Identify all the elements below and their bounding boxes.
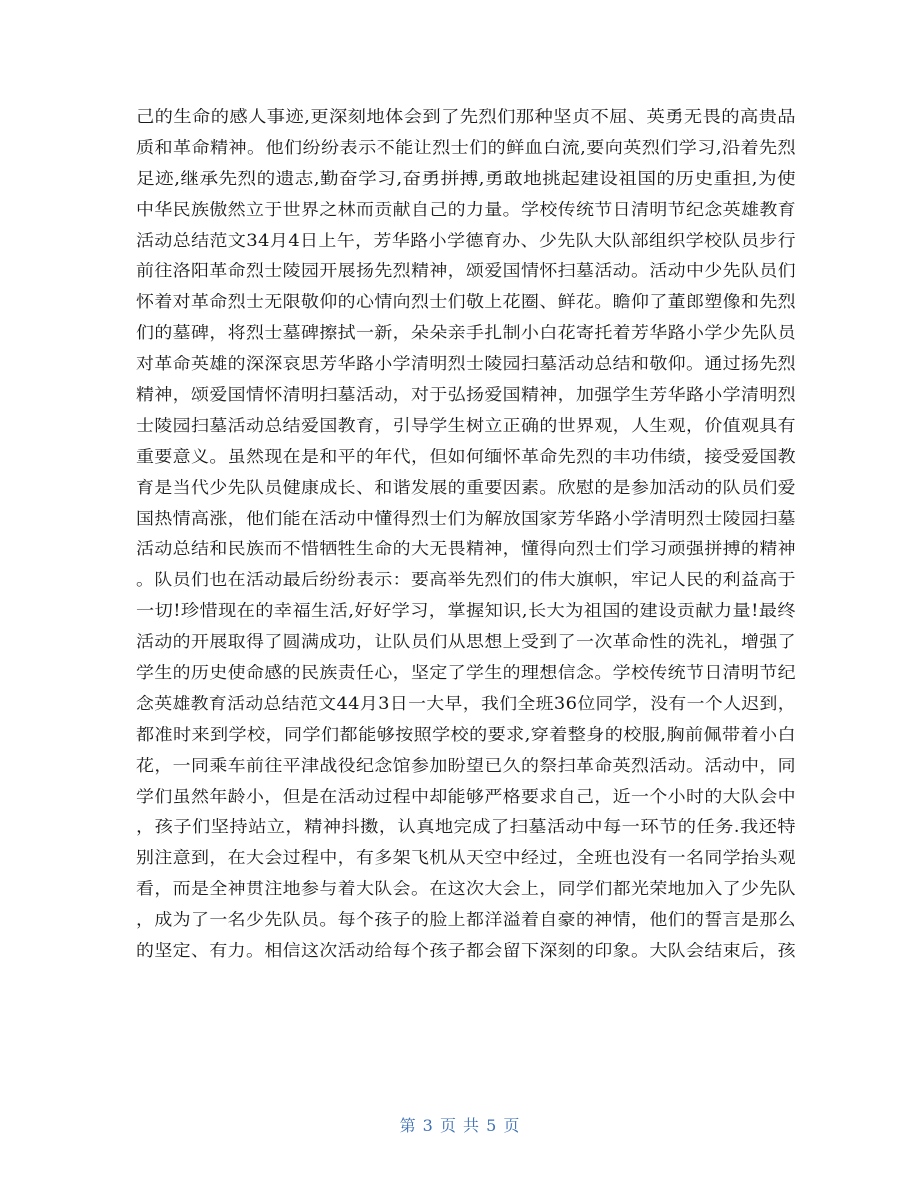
text-line: 学们虽然年龄小，但是在活动过程中却能够严格要求自己，近一个小时的大队会中: [136, 786, 796, 806]
text-line: 的坚定、有力。相信这次活动给每个孩子都会留下深刻的印象。大队会结束后，孩: [136, 941, 796, 961]
text-line: ，孩子们坚持站立，精神抖擞，认真地完成了扫墓活动中每一环节的任务.我还特: [136, 817, 796, 837]
page-footer: 第 3 页 共 5 页: [399, 1116, 521, 1135]
text-line: 学生的历史使命感的民族责任心，坚定了学生的理想信念。学校传统节日清明节纪: [136, 663, 796, 683]
text-line: 花，一同乘车前往平津战役纪念馆参加盼望已久的祭扫革命英烈活动。活动中，同: [136, 755, 796, 775]
text-line: 己的生命的感人事迹,更深刻地体会到了先烈们那种坚贞不屈、英勇无畏的高贵品: [136, 107, 796, 126]
text-line: 。队员们也在活动最后纷纷表示：要高举先烈们的伟大旗帜，牢记人民的利益高于: [136, 570, 796, 590]
text-line: 活动总结范文34月4日上午，芳华路小学德育办、少先队大队部组织学校队员步行: [136, 230, 796, 250]
text-line: 怀着对革命烈士无限敬仰的心情向烈士们敬上花圈、鲜花。瞻仰了董郎塑像和先烈: [136, 292, 796, 312]
text-line: 足迹,继承先烈的遗志,勤奋学习,奋勇拼搏,勇敢地挑起建设祖国的历史重担,为使: [136, 168, 796, 188]
text-line: 中华民族傲然立于世界之林而贡献自己的力量。学校传统节日清明节纪念英雄教育: [136, 199, 796, 219]
text-line: 前往洛阳革命烈士陵园开展扬先烈精神，颂爱国情怀扫墓活动。活动中少先队员们: [136, 261, 796, 281]
text-line: 重要意义。虽然现在是和平的年代，但如何缅怀革命先烈的丰功伟绩，接受爱国教: [136, 446, 796, 466]
text-line: ，成为了一名少先队员。每个孩子的脸上都洋溢着自豪的神情，他们的誓言是那么: [136, 910, 796, 930]
text-line: 别注意到，在大会过程中，有多架飞机从天空中经过，全班也没有一名同学抬头观: [136, 848, 796, 868]
text-line: 士陵园扫墓活动总结爱国教育，引导学生树立正确的世界观，人生观，价值观具有: [136, 415, 796, 435]
text-line: 都准时来到学校，同学们都能够按照学校的要求,穿着整身的校服,胸前佩带着小白: [136, 724, 796, 744]
body-text: [136, 102, 796, 967]
text-line: 看，而是全神贯注地参与着大队会。在这次大会上，同学们都光荣地加入了少先队: [136, 879, 796, 899]
text-line: 活动的开展取得了圆满成功，让队员们从思想上受到了一次革命性的洗礼，增强了: [136, 632, 796, 652]
text-line: 精神，颂爱国情怀清明扫墓活动，对于弘扬爱国精神，加强学生芳华路小学清明烈: [136, 385, 796, 405]
text-line: 对革命英雄的深深哀思芳华路小学清明烈士陵园扫墓活动总结和敬仰。通过扬先烈: [136, 354, 796, 374]
text-line: 质和革命精神。他们纷纷表示不能让烈士们的鲜血白流,要向英烈们学习,沿着先烈: [136, 137, 796, 157]
text-line: 一切!珍惜现在的幸福生活,好好学习，掌握知识,长大为祖国的建设贡献力量!最终: [136, 601, 796, 621]
text-line: 国热情高涨，他们能在活动中懂得烈士们为解放国家芳华路小学清明烈士陵园扫墓: [136, 508, 796, 528]
text-line: 念英雄教育活动总结范文44月3日一大早，我们全班36位同学，没有一个人迟到，: [136, 693, 796, 713]
text-line: 活动总结和民族而不惜牺牲生命的大无畏精神，懂得向烈士们学习顽强拼搏的精神: [136, 539, 796, 559]
text-line: 们的墓碑，将烈士墓碑擦拭一新，朵朵亲手扎制小白花寄托着芳华路小学少先队员: [136, 323, 796, 343]
text-line: 育是当代少先队员健康成长、和谐发展的重要因素。欣慰的是参加活动的队员们爱: [136, 477, 796, 497]
